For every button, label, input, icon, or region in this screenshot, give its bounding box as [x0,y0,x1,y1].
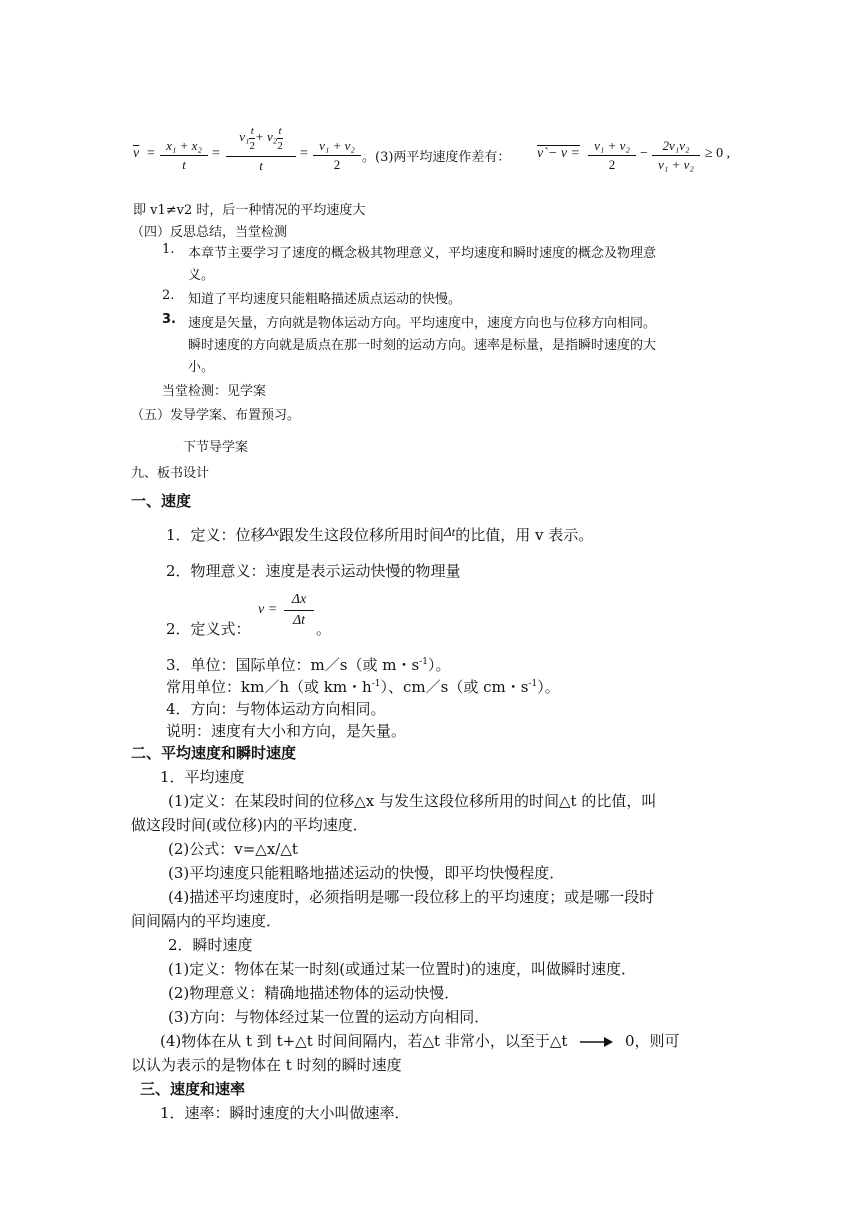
v-bar-symbol: $\overline{v}$ [133,146,140,161]
minus-sign: − [640,146,648,161]
fraction-denominator: t [182,157,186,172]
fraction-difference-1 [588,137,636,174]
inequality-tail: ≥ 0 , [705,146,731,161]
list-item-number: 3. [162,312,176,327]
note-line: 说明：速度有大小和方向，是矢量。 [166,722,407,740]
direction-line: 4．方向：与物体运动方向相同。 [166,700,386,718]
list-item-continued: 义。 [188,268,215,283]
equals-sign: = [147,146,155,161]
period: 。 [316,620,332,638]
average-describe-continued: 间间隔内的平均速度． [131,912,282,930]
list-item-continued: 瞬时速度的方向就是质点在那一时刻的运动方向。速率是标量，是指瞬时速度的大 [188,338,657,353]
subheading-average-velocity: 1．平均速度 [160,768,245,786]
fraction-denominator: t [259,158,263,173]
average-definition-continued: 做这段时间(或位移)内的平均速度． [131,816,368,834]
board-heading-average-instant: 二、平均速度和瞬时速度 [131,744,297,762]
list-item: 速度是矢量，方向就是物体运动方向。平均速度中，速度方向也与位移方向相同。 [188,316,657,331]
fraction-compound [226,118,296,175]
list-item: 本章节主要学习了速度的概念极其物理意义，平均速度和瞬时速度的概念及物理意 [188,246,657,261]
fraction-denominator: Δt [292,613,306,628]
average-formula: (2)公式：v=△x/△t [168,840,298,858]
fraction-numerator: x₁ + x₂ [166,138,202,153]
in-class-check: 当堂检测：见学案 [162,384,267,399]
average-describe: (4)描述平均速度时，必须指明是哪一段位移上的平均速度；或是哪一段时 [168,888,655,906]
fraction-numerator: v₁ + v₂ [594,138,630,153]
equals-sign: = [300,146,308,161]
fraction-difference-2 [652,137,700,174]
list-item-number: 2. [162,288,175,303]
fraction-denominator: 2 [608,157,616,172]
instant-limit: (4)物体在从 t 到 t+△t 时间间隔内，若△t 非常小，以至于△t 0，则可 [160,1032,680,1050]
instant-limit-continued: 以认为表示的是物体在 t 时刻的瞬时速度 [131,1056,402,1074]
subheading-instant-velocity: 2．瞬时速度 [168,936,253,954]
instant-definition: (1)定义：物体在某一时刻(或通过某一位置时)的速度，叫做瞬时速度． [168,960,636,978]
next-guide-line: 下节导学案 [183,440,249,455]
fraction-numerator: v₁ + v₂ [319,138,355,153]
definition-formula-label: 2．定义式： [166,620,251,638]
list-item-number: 1. [162,242,175,257]
board-heading-velocity: 一、速度 [131,492,192,510]
fraction-denominator: v₁ + v₂ [658,157,694,172]
section-heading-4: （四）反思总结，当堂检测 [131,225,288,240]
board-heading-speed: 三、速度和速率 [140,1080,246,1098]
formula-middle-text: 。(3)两平均速度作差有： [362,150,511,165]
board-design-heading: 九、板书设计 [131,466,210,481]
average-rough: (3)平均速度只能粗略地描述运动的快慢，即平均快慢程度． [168,864,565,882]
conclusion-line: 即 v1≠v2 时，后一种情况的平均速度大 [133,203,366,218]
formula-v: v = [258,602,278,617]
equals-sign: = [212,146,220,161]
arrow-right-icon [578,1036,614,1048]
fraction-numerator: Δx [291,592,307,607]
fraction-denominator: 2 [333,157,341,172]
average-definition: (1)定义：在某段时间的位移△x 与发生这段位移所用的时间△t 的比值，叫 [168,792,657,810]
list-item: 知道了平均速度只能粗略描述质点运动的快慢。 [188,292,462,307]
fraction-numerator: 2v₁v₂ [662,138,690,153]
fraction-avg-position [160,137,208,174]
fraction-half-sum [313,137,361,174]
fraction-numerator: v₁ $\frac{t}{2}$ + v₂ $\frac{t}{2}$ [239,124,283,152]
unit-si: 3．单位：国际单位：m／s（或 m・$s^{-1}$）。 [166,656,451,674]
section-heading-5: （五）发导学案、布置预习。 [131,408,301,423]
unit-common: 常用单位：km／h（或 km・$h^{-1}$）、cm／s（或 cm・$s^{-1}$）。 [166,678,560,696]
instant-meaning: (2)物理意义：精确地描述物体的运动快慢． [168,984,460,1002]
speed-definition: 1．速率：瞬时速度的大小叫做速率． [160,1104,410,1122]
velocity-definition: 1．定义：位移Δx跟发生这段位移所用时间Δt的比值，用 v 表示。 [166,524,594,544]
fraction-velocity-definition [284,590,314,631]
instant-direction: (3)方向：与物体经过某一位置的运动方向相同． [168,1008,490,1026]
physical-meaning: 2．物理意义：速度是表示运动快慢的物理量 [166,562,461,580]
list-item-continued: 小。 [188,360,215,375]
difference-lhs: v`− v = [537,146,580,161]
